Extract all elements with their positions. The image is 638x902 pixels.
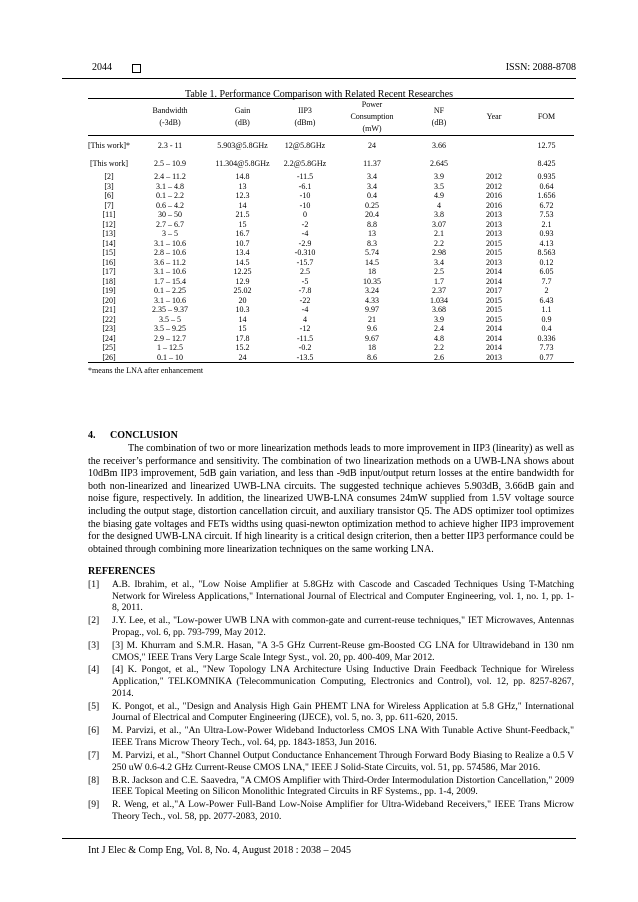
table-cell: 11.304@5.8GHz — [215, 158, 270, 168]
table-cell: [15] — [102, 248, 116, 257]
table-row — [88, 248, 574, 258]
table-cell: [18] — [102, 276, 116, 286]
table-cell: [2] — [104, 172, 114, 181]
table-cell: 2013 — [486, 257, 502, 267]
table-row — [88, 353, 574, 363]
column-header — [275, 99, 335, 136]
table-cell: 0.4 — [541, 324, 552, 333]
table-cell: 2012 — [486, 181, 502, 191]
table-body — [88, 136, 574, 363]
table-cell — [469, 154, 519, 172]
table-cell: 2015 — [486, 238, 502, 248]
table-cell: 2.5 — [300, 267, 310, 276]
table-cell: 7.53 — [539, 210, 554, 219]
table-cell: 2.2@5.8GHz — [283, 158, 327, 168]
reference-text: B.R. Jackson and C.E. Saavedra, "A CMOS Amplifier with Third-Order Intermodulation Distortion Cancellation," 2009 IEEE Topical Meeting on Silicon Monolithic Integrated Circuits in RF Systems., pp. 1-4, 2009. — [112, 774, 574, 798]
table-cell: 1 – 12.5 — [157, 343, 183, 352]
table-cell: 0 — [303, 210, 307, 219]
table-cell: 2013 — [486, 210, 502, 219]
table-cell: 3.68 — [432, 305, 446, 314]
table-cell: 3.4 — [367, 172, 377, 181]
performance-table — [88, 98, 574, 363]
table-cell: 11.37 — [363, 158, 381, 168]
table-cell: 2015 — [486, 305, 502, 314]
table-cell: 2.9 – 12.7 — [154, 333, 186, 343]
running-header — [62, 62, 576, 76]
reference-number: [9] — [88, 799, 100, 811]
table-cell: 3.1 – 4.8 — [156, 181, 184, 191]
table-cell: [17] — [102, 267, 116, 276]
table-cell: 2.4 — [434, 324, 444, 333]
table-cell: 24 — [368, 140, 376, 150]
table-cell: 3.66 — [432, 140, 446, 150]
table-cell: 5.74 — [365, 248, 379, 257]
table-cell: [14] — [102, 238, 116, 248]
table-cell: 2015 — [486, 314, 502, 324]
table-cell: 12.9 — [235, 276, 250, 286]
table-cell: 2.35 – 9.37 — [152, 305, 188, 314]
table-cell: 0.1 – 2.25 — [154, 286, 186, 295]
table-cell: 6.72 — [539, 200, 554, 210]
table-cell: 1.1 — [541, 305, 552, 314]
reference-number: [2] — [88, 615, 100, 627]
table-cell: 2.1 — [434, 229, 444, 238]
table-row — [88, 182, 574, 192]
table-cell: 12.3 — [235, 191, 250, 200]
table-cell: [23] — [102, 324, 116, 333]
table-cell: 3.5 — [434, 181, 444, 191]
table-cell: [21] — [102, 305, 116, 314]
table-cell: 24 — [210, 353, 275, 363]
reference-text: [4] K. Pongot, et al., "New Topology LNA Architecture Using Inductive Drain Feedback Technique for Wireless Application," TELKOMNIKA (Telecommunication Computing, Electronics and Control), vol. 12, pp. 8257-8267, 2014. — [112, 664, 574, 699]
table-cell: 2014 — [486, 276, 502, 286]
reference-item — [88, 725, 574, 748]
reference-text: [3] M. Khurram and S.M.R. Hasan, "A 3-5 GHz Current-Reuse gm-Boosted CG LNA for Ultrawideband in 130 nm CMOS," IEEE Trans Very Large Scale Integr Syst., vol. 20, pp. 400-409, Mar 2012. — [112, 639, 574, 663]
column-header-unit: (dB) — [235, 118, 250, 127]
column-header-line: Power Consumption — [350, 100, 394, 121]
table-row — [88, 191, 574, 201]
reference-item — [88, 615, 574, 638]
table-cell: 3.1 – 10.6 — [154, 238, 186, 248]
footer-rule — [62, 838, 576, 839]
table-cell: 5.903@5.8GHz — [217, 140, 268, 150]
footer-citation: Int J Elec & Comp Eng, Vol. 8, No. 4, August 2018 : 2038 – 2045 — [88, 845, 351, 856]
table-cell — [469, 136, 519, 155]
table-cell: -2.9 — [298, 238, 312, 248]
table-cell: 2014 — [486, 324, 502, 333]
table-cell: 1.656 — [537, 191, 556, 200]
table-cell: [12] — [102, 219, 116, 229]
table-row — [88, 229, 574, 239]
reference-item — [88, 750, 574, 773]
table-cell: 2.2 — [434, 238, 444, 248]
table-cell: [16] — [102, 257, 116, 267]
table-cell: 2 — [544, 286, 549, 295]
table-cell: [20] — [102, 295, 116, 305]
table-cell: 2013 — [486, 229, 502, 238]
table-cell: -10 — [299, 200, 311, 210]
table-cell: 2014 — [486, 333, 502, 343]
table-cell: 9.67 — [365, 333, 379, 343]
column-header-line: FOM — [537, 112, 556, 121]
table-row — [88, 296, 574, 306]
table-cell: 7.7 — [541, 276, 552, 286]
section-heading — [88, 430, 178, 441]
table-cell: 9.97 — [365, 305, 379, 314]
table-cell: 2.1 — [541, 219, 552, 229]
table-cell: [25] — [102, 343, 116, 352]
column-header-line: NF — [433, 106, 445, 115]
table-cell: -0.310 — [294, 248, 316, 257]
table-cell: 3.6 – 11.2 — [154, 257, 186, 267]
table-cell: 15.2 — [235, 343, 250, 352]
table-cell: 4.33 — [365, 295, 379, 305]
table-cell: 1.7 — [434, 276, 444, 286]
table-cell: 14 — [238, 314, 247, 324]
table-cell: 3 – 5 — [162, 229, 178, 238]
table-row — [88, 277, 574, 287]
table-cell: 3.9 — [434, 172, 444, 181]
table-cell: 2.3 - 11 — [157, 140, 183, 150]
table-cell: [24] — [102, 333, 116, 343]
column-header — [88, 99, 130, 136]
column-header-line: Year — [486, 112, 502, 121]
table-cell: 3.4 — [367, 181, 377, 191]
column-header-unit: (dB) — [431, 118, 447, 127]
table-row — [88, 267, 574, 277]
table-cell: 14 — [238, 200, 247, 210]
reference-text: A.B. Ibrahim, et al., "Low Noise Amplifier at 5.8GHz with Cascode and Cascaded Techniques Using T-Matching Network for Wireless Applications," International Journal of Electrical and Computer Engineering, vol. 1, no. 1, pp. 1-8, 2011. — [112, 579, 574, 614]
table-row — [88, 210, 574, 220]
table-cell: 8.563 — [537, 248, 556, 257]
reference-number: [7] — [88, 749, 100, 761]
table-cell: -22 — [299, 295, 311, 305]
table-cell: [19] — [102, 286, 116, 295]
table-cell: 21.5 — [235, 210, 250, 219]
table-cell: 3.07 — [432, 219, 446, 229]
table-cell: 7.73 — [539, 343, 554, 352]
table-cell: 15 — [238, 324, 247, 333]
table-cell: [13] — [102, 229, 116, 238]
table-cell: 2.5 — [434, 267, 444, 276]
table-cell: 14.5 — [365, 257, 379, 267]
table-cell: 4.8 — [434, 333, 444, 343]
table-cell: 2.4 – 11.2 — [154, 172, 186, 181]
table-cell: -0.2 — [298, 343, 312, 352]
table-cell: 2.5 – 10.9 — [154, 158, 186, 168]
page-number: 2044 — [92, 62, 112, 73]
table-cell: 17.8 — [235, 333, 250, 343]
table-cell: 20.4 — [365, 210, 379, 219]
column-header — [335, 99, 409, 136]
table-cell: 3.1 – 10.6 — [154, 295, 186, 305]
table-cell: -5 — [301, 276, 309, 286]
reference-number: [1] — [88, 579, 100, 590]
table-row — [88, 334, 574, 344]
table-cell: 0.1 – 10 — [130, 353, 210, 363]
table-cell: 2017 — [486, 286, 502, 295]
table-cell: 15 — [238, 219, 247, 229]
table-cell: [This work] — [90, 158, 128, 168]
table-cell: 12.25 — [233, 267, 252, 276]
table-cell: 13 — [368, 229, 376, 238]
table-cell: 3.5 – 5 — [159, 314, 181, 324]
table-cell: 8.3 — [367, 238, 377, 248]
table-cell: 30 – 50 — [158, 210, 182, 219]
table-cell: 0.9 — [541, 314, 552, 324]
table-cell: 3.1 – 10.6 — [154, 267, 186, 276]
issn: ISSN: 2088-8708 — [505, 62, 576, 73]
table-cell: 0.1 – 2.2 — [156, 191, 184, 200]
reference-item — [88, 664, 574, 699]
table-row — [88, 343, 574, 353]
column-header — [409, 99, 469, 136]
table-cell: 13 — [238, 181, 247, 191]
table-cell: -6.1 — [298, 181, 312, 191]
reference-item — [88, 799, 574, 822]
table-cell: 2.8 – 10.6 — [154, 248, 186, 257]
reference-item — [88, 701, 574, 724]
table-cell: 2015 — [486, 295, 502, 305]
section-title: CONCLUSION — [110, 430, 178, 441]
table-cell: 3.5 – 9.25 — [154, 324, 186, 333]
table-cell: 14.5 — [235, 257, 250, 267]
table-cell: 14.8 — [235, 172, 250, 181]
table-cell: [11] — [102, 210, 116, 219]
reference-number: [6] — [88, 725, 100, 737]
table-cell: 10.7 — [235, 238, 250, 248]
column-header-line: IIP3 — [298, 106, 312, 115]
table-cell: 25.02 — [233, 286, 252, 295]
table-cell: 18 — [368, 343, 376, 352]
table-row — [88, 154, 574, 172]
table-cell: 0.4 — [367, 191, 377, 200]
reference-text: J.Y. Lee, et al., "Low-power UWB LNA with common-gate and current-reuse techniques," IET Microwaves, Antennas Propag., vol. 6, pp. 793-799, May 2012. — [112, 615, 574, 638]
table-row — [88, 286, 574, 296]
column-header — [210, 99, 275, 136]
column-header-unit: (-3dB) — [159, 118, 181, 127]
table-cell: 13.4 — [235, 248, 250, 257]
table-cell: -4 — [301, 229, 309, 238]
table-cell: 2014 — [486, 267, 502, 276]
table-cell: 0.336 — [537, 333, 556, 343]
table-row — [88, 315, 574, 325]
table-row — [88, 239, 574, 249]
table-cell: 4.9 — [434, 191, 444, 200]
table-cell: 10.35 — [363, 276, 381, 286]
reference-number: [8] — [88, 774, 100, 786]
table-cell: 2014 — [486, 343, 502, 352]
reference-number: [5] — [88, 700, 100, 712]
table-cell: 9.6 — [367, 324, 377, 333]
table-cell: 0.77 — [519, 353, 574, 363]
reference-item — [88, 775, 574, 798]
table-cell: 2.37 — [432, 286, 446, 295]
table-cell: -12 — [299, 324, 311, 333]
table-row — [88, 201, 574, 211]
table-cell: 2.2 — [434, 343, 444, 352]
table-cell: -10 — [299, 191, 311, 200]
table-row — [88, 324, 574, 334]
header-rule — [62, 78, 576, 79]
table-cell: 1.7 – 15.4 — [154, 276, 186, 286]
table-cell: 2016 — [486, 200, 502, 210]
table-cell: 4.13 — [539, 238, 554, 248]
table-cell: 0.6 – 4.2 — [156, 200, 184, 210]
table-cell: [7] — [104, 200, 114, 210]
table-cell: 18 — [368, 267, 376, 276]
table-cell: [26] — [88, 353, 130, 363]
table-row — [88, 305, 574, 315]
column-header — [469, 99, 519, 136]
table-cell: 3.8 — [434, 210, 444, 219]
table-cell: -7.8 — [298, 286, 312, 295]
table-cell: -2 — [301, 219, 309, 229]
column-header-unit: (dBm) — [294, 118, 316, 127]
table-cell: 3.9 — [434, 314, 444, 324]
table-cell: 2012 — [486, 172, 502, 181]
conclusion-paragraph: The combination of two or more linearization methods leads to more improvement in IIP3 (linearity) as well as the receiver’s performance and sensitivity. The combination of two linearization methods on a UWB-LNA shows about 10dBm IIP3 improvement, 5dB gain variation, and less than -9dB input/output return losses at the entire bandwidth for both non-linearized and linearized UWB-LNA circuits. The suggested technique achieves 5.903dB, 3.66dB gain and noise figure, respectively. In addition, the linearized UWB-LNA consumes 24mW supplied from 1.5V voltage source including the output stage, distortion cancellation circuit, and auxiliary transistor Q5. The ADS optimizer tool optimizes the biasing gate voltages and FETs widths using quasi-newton optimization method to achieve higher IIP3 improvement for the designed UWB-LNA circuit. If high linearity is a critical design criterion, then a better IIP3 performance could be obtained through combining more linearization techniques on the same working LNA. — [88, 443, 574, 555]
table-cell: -4 — [301, 305, 309, 314]
reference-number: [3] — [88, 639, 100, 651]
table-cell: 2.7 – 6.7 — [156, 219, 184, 229]
table-cell: 0.935 — [537, 172, 556, 181]
table-cell: 20 — [238, 295, 247, 305]
table-cell: 10.3 — [235, 305, 250, 314]
table-cell: -11.5 — [296, 172, 314, 181]
table-cell: 8.425 — [537, 158, 556, 168]
table-cell: 2015 — [486, 248, 502, 257]
reference-list — [88, 579, 574, 824]
table-cell: 2016 — [486, 191, 502, 200]
table-cell: 8.6 — [335, 353, 409, 363]
table-footnote: *means the LNA after enhancement — [88, 366, 204, 375]
table-cell: [3] — [104, 181, 114, 191]
column-header-unit: (mW) — [362, 124, 382, 133]
table-cell: 4 — [437, 200, 441, 210]
table-cell: 12.75 — [537, 140, 556, 150]
table-cell: -15.7 — [296, 257, 314, 267]
table-cell: 2013 — [486, 219, 502, 229]
checkbox-square-icon — [132, 64, 141, 73]
table-cell: 16.7 — [235, 229, 250, 238]
reference-number: [4] — [88, 664, 100, 676]
table-caption: Table 1. Performance Comparison with Related Recent Researches — [184, 89, 454, 100]
table-cell: 0.93 — [539, 229, 554, 238]
table-cell: 21 — [368, 314, 376, 324]
column-header-line: Bandwidth — [152, 106, 188, 115]
references-heading: REFERENCES — [88, 566, 156, 577]
column-header-line: Gain — [234, 106, 251, 115]
table-cell: 2013 — [469, 353, 519, 363]
table-row — [88, 258, 574, 268]
table-cell: 2.645 — [430, 158, 448, 168]
table-cell: [22] — [102, 314, 116, 324]
table-cell: -13.5 — [275, 353, 335, 363]
table-row — [88, 136, 574, 155]
table-cell: 6.43 — [539, 295, 554, 305]
column-header — [519, 99, 574, 136]
table-cell: 6.05 — [539, 267, 554, 276]
reference-text: M. Parvizi, et al., "Short Channel Output Conductance Enhancement Through Forward Body Biasing to Realize a 0.5 V 250 uW 0.6-4.2 GHz Current-Reuse CMOS LNA," IEEE J Solid-State Circuits, vol. 51, pp. 574586, Mar 2016. — [112, 749, 574, 773]
table-cell: 4 — [303, 314, 307, 324]
table-cell: 8.8 — [367, 219, 377, 229]
table-cell: 2.6 — [409, 353, 469, 363]
table-cell: [This work]* — [88, 140, 130, 150]
table-cell: 12@5.8GHz — [284, 140, 326, 150]
table-cell: 3.24 — [365, 286, 379, 295]
section-number: 4. — [88, 430, 96, 441]
table-cell: -11.5 — [296, 333, 314, 343]
table-cell: [6] — [104, 191, 114, 200]
reference-item — [88, 640, 574, 663]
table-row — [88, 172, 574, 182]
table-cell: 0.12 — [539, 257, 554, 267]
table-row — [88, 220, 574, 230]
reference-text: K. Pongot, et al., "Design and Analysis High Gain PHEMT LNA for Wireless Application at 5.8 GHz," International Journal of Electrical and Computer Engineering (IJECE), vol. 5, no. 3, pp. 611-620, 2015. — [112, 700, 574, 724]
reference-text: R. Weng, et al.,"A Low-Power Full-Band Low-Noise Amplifier for Ultra-Wideband Receivers," IEEE Trans Microw Theory Tech., vol. 58, pp. 2077-2083, 2010. — [112, 799, 574, 822]
table-cell: 1.034 — [430, 295, 448, 305]
reference-text: M. Parvizi, et al., "An Ultra-Low-Power Wideband Inductorless CMOS LNA With Tunable Active Shunt-Feedback," IEEE Trans Microw Theory Tech., vol. 64, pp. 1843-1853, Jun 2016. — [112, 725, 574, 749]
reference-item — [88, 579, 574, 614]
table-cell: 0.25 — [365, 200, 379, 210]
table-cell: 0.64 — [539, 181, 554, 191]
table-cell: 2.98 — [432, 248, 446, 257]
table-cell: 3.4 — [434, 257, 444, 267]
table-header-row — [88, 99, 574, 136]
column-header — [130, 99, 210, 136]
